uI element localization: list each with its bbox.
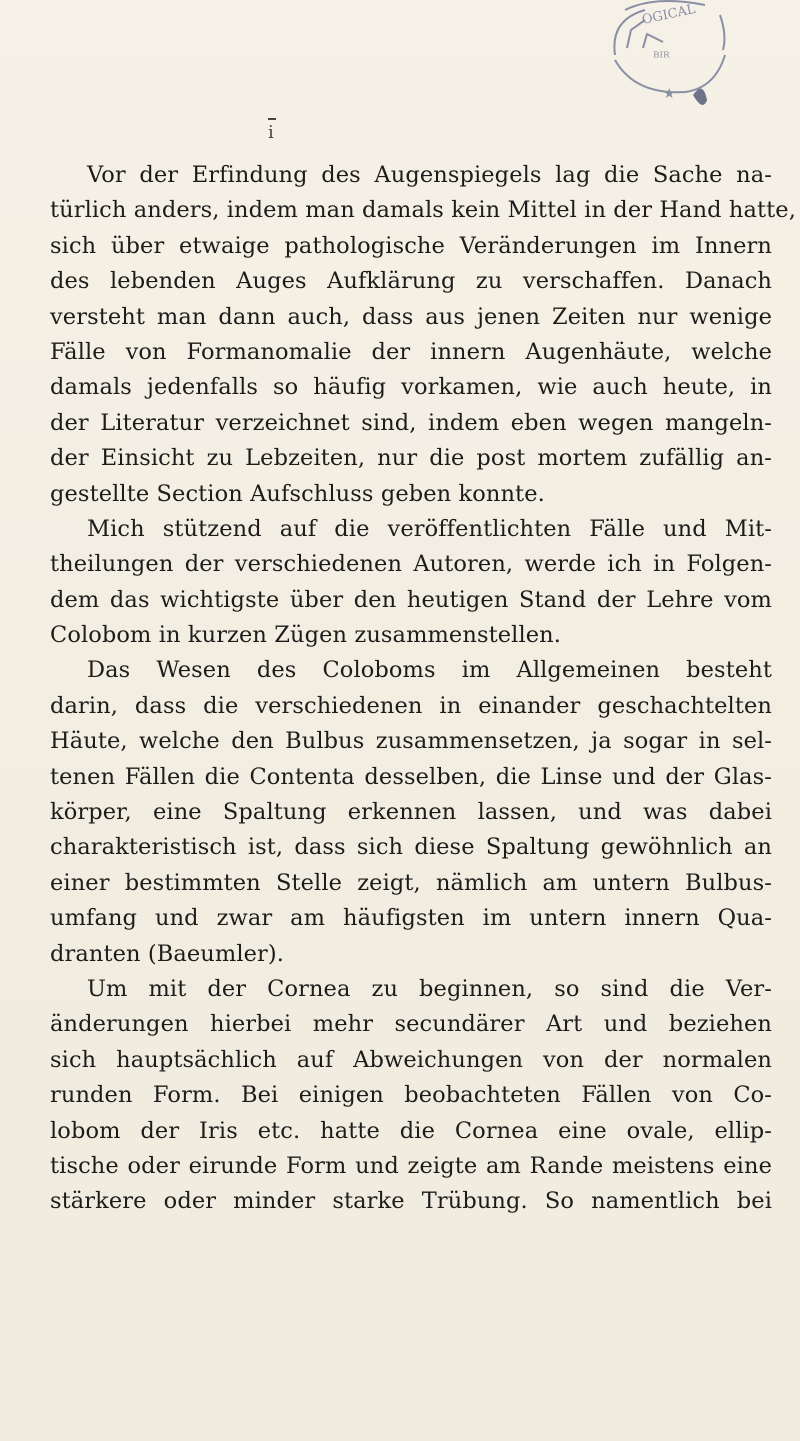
text-line: dranten (Baeumler). [50, 940, 285, 967]
svg-text:ᴮᴵᴿ: ᴮᴵᴿ [653, 50, 670, 66]
svg-text:★: ★ [663, 86, 676, 102]
text-line: tische oder eirunde Form und zeigte am Rande meistens eine [50, 1152, 772, 1179]
text-line: Fälle von Formanomalie der innern Augenhäute, welche [50, 338, 772, 365]
text-line: sich hauptsächlich auf Abweichungen von der normalen [50, 1046, 772, 1073]
text-line: gestellte Section Aufschluss geben konnte. [50, 480, 545, 507]
text-line: der Literatur verzeichnet sind, indem eben wegen mangeln- [50, 409, 772, 436]
text-line: körper, eine Spaltung erkennen lassen, und was dabei [50, 799, 772, 826]
text-line: versteht man dann auch, dass aus jenen Zeiten nur wenige [50, 303, 772, 330]
text-line: Mich stützend auf die veröffentlichten Fälle und Mit- [87, 515, 772, 542]
text-line: sich über etwaige pathologische Veränderungen im Innern [50, 232, 772, 259]
text-line: theilungen der verschiedenen Autoren, werde ich in Folgen- [50, 551, 772, 578]
text-line: umfang und zwar am häufigsten im untern innern Qua- [50, 905, 772, 932]
text-line: der Einsicht zu Lebzeiten, nur die post mortem zufällig an- [50, 445, 772, 472]
text-line: darin, dass die verschiedenen in einander geschachtelten [50, 692, 772, 719]
page-marker: i [268, 118, 278, 142]
text-line: Colobom in kurzen Zügen zusammenstellen. [50, 622, 561, 649]
body-text [50, 158, 796, 1220]
text-line: damals jedenfalls so häufig vorkamen, wie auch heute, in [50, 374, 772, 401]
text-line: Um mit der Cornea zu beginnen, so sind die Ver- [87, 975, 772, 1002]
text-line: charakteristisch ist, dass sich diese Spaltung gewöhnlich an [50, 834, 772, 861]
text-line: Häute, welche den Bulbus zusammensetzen, ja sogar in sel- [50, 728, 772, 755]
text-line: runden Form. Bei einigen beobachteten Fällen von Co- [50, 1082, 772, 1109]
text-line: lobom der Iris etc. hatte die Cornea eine ovale, ellip- [50, 1117, 772, 1144]
text-line: Vor der Erfindung des Augenspiegels lag die Sache na- [87, 162, 772, 188]
text-line: änderungen hierbei mehr secundärer Art und beziehen [50, 1011, 772, 1038]
text-line: türlich anders, indem man damals kein Mittel in der Hand hatte, [50, 197, 796, 224]
text-line: des lebenden Auges Aufklärung zu verschaffen. Danach [50, 268, 772, 295]
text-line: Das Wesen des Coloboms im Allgemeinen besteht [87, 657, 772, 684]
text-line: stärkere oder minder starke Trübung. So namentlich bei [50, 1188, 772, 1215]
svg-text:OGICAL: OGICAL [640, 1, 697, 28]
library-stamp-icon [585, 0, 730, 120]
text-line: einer bestimmten Stelle zeigt, nämlich am untern Bulbus- [50, 869, 772, 896]
text-line: dem das wichtigste über den heutigen Stand der Lehre vom [50, 586, 772, 613]
text-line: tenen Fällen die Contenta desselben, die Linse und der Glas- [50, 763, 772, 790]
